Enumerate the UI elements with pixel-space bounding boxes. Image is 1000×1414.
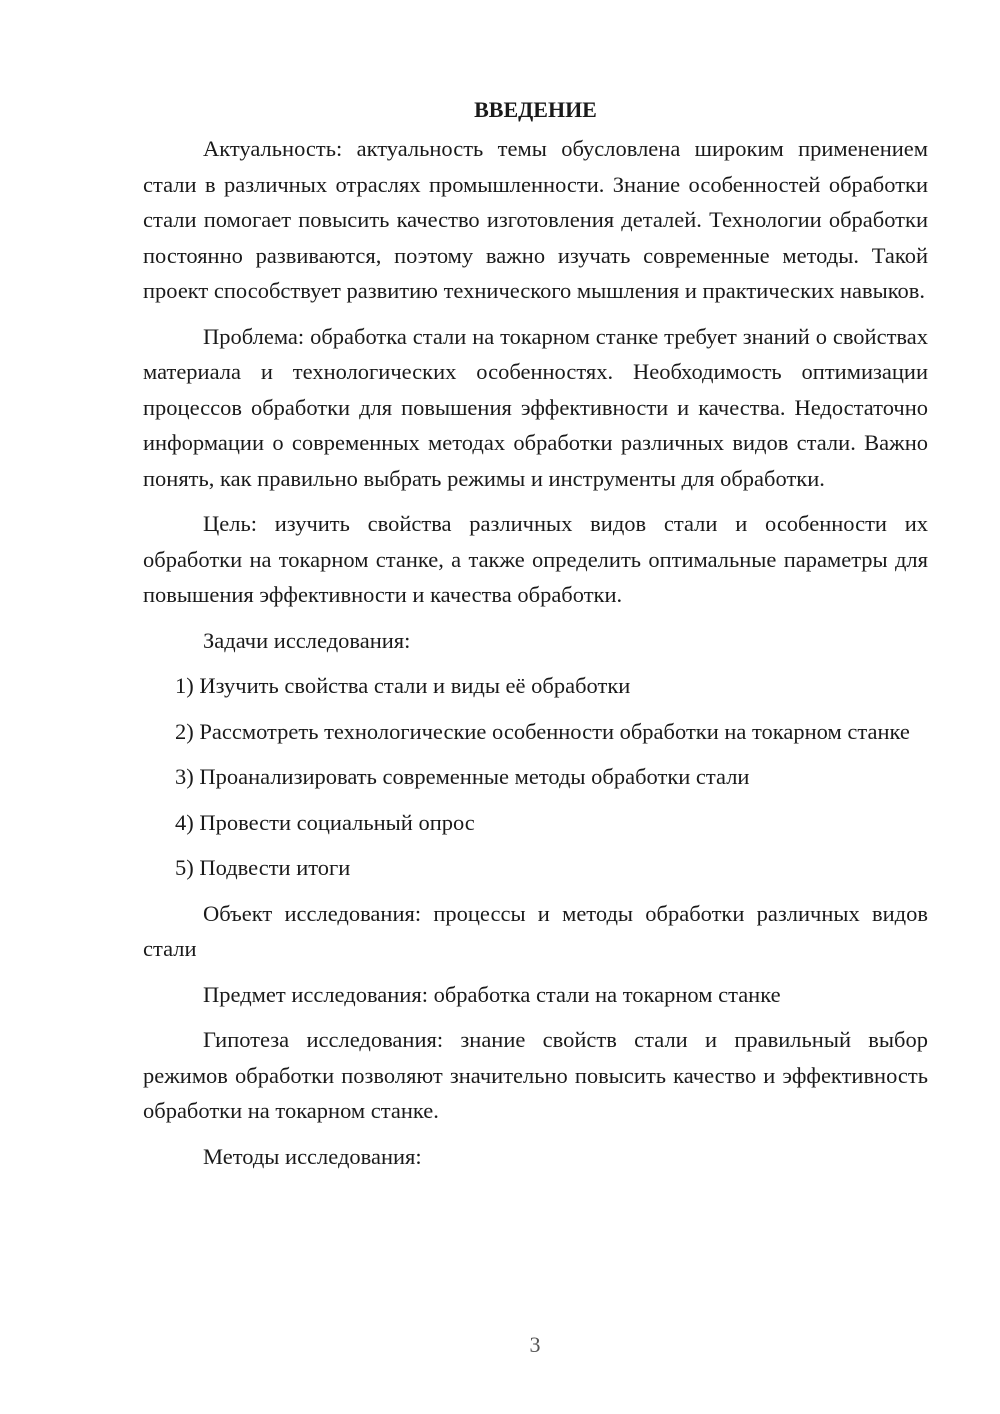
paragraph-methods: Методы исследования: [203,1143,422,1169]
list-item: 5) Подвести итоги [175,855,351,880]
paragraph-subject: Предмет исследования: обработка стали на токарном станке [203,981,781,1007]
paragraph-hypothesis: Гипотеза исследования: знание свойств стали и правильный выбор режимов обработки позволяют значительно повысить качество и эффективность обработки на токарном станке. [143,1027,928,1123]
list-item: 3) Проанализировать современные методы обработки стали [175,764,750,789]
page-number: 3 [529,1332,541,1357]
paragraph-goal: Цель: изучить свойства различных видов стали и особенности их обработки на токарном станке, а также определить оптимальные параметры для повышения эффективности и качества обработки. [143,511,928,607]
document-page [143,92,928,1184]
list-item: 1) Изучить свойства стали и виды её обработки [175,673,631,698]
paragraph-problem: Проблема: обработка стали на токарном станке требует знаний о свойствах материала и технологических особенностях. Необходимость оптимизации процессов обработки для повышения эффективности и качества. Недостаточно информации о современных методах обработки различных видов стали. Важно понять, как правильно выбрать режимы и инструменты для обработки. [143,323,928,491]
page-title: ВВЕДЕНИЕ [474,97,597,122]
list-item: 4) Провести социальный опрос [175,809,475,835]
list-item: 2) Рассмотреть технологические особенности обработки на токарном станке [175,718,910,744]
paragraph-object: Объект исследования: процессы и методы обработки различных видов стали [143,900,928,961]
paragraph-relevance: Актуальность: актуальность темы обусловлена широким применением стали в различных отраслях промышленности. Знание особенностей обработки стали помогает повысить качество изготовления деталей. Технологии обработки постоянно развиваются, поэтому важно изучать современные методы. Такой проект способствует развитию технического мышления и практических навыков. [143,136,928,303]
paragraph-tasks-heading: Задачи исследования: [203,627,411,653]
